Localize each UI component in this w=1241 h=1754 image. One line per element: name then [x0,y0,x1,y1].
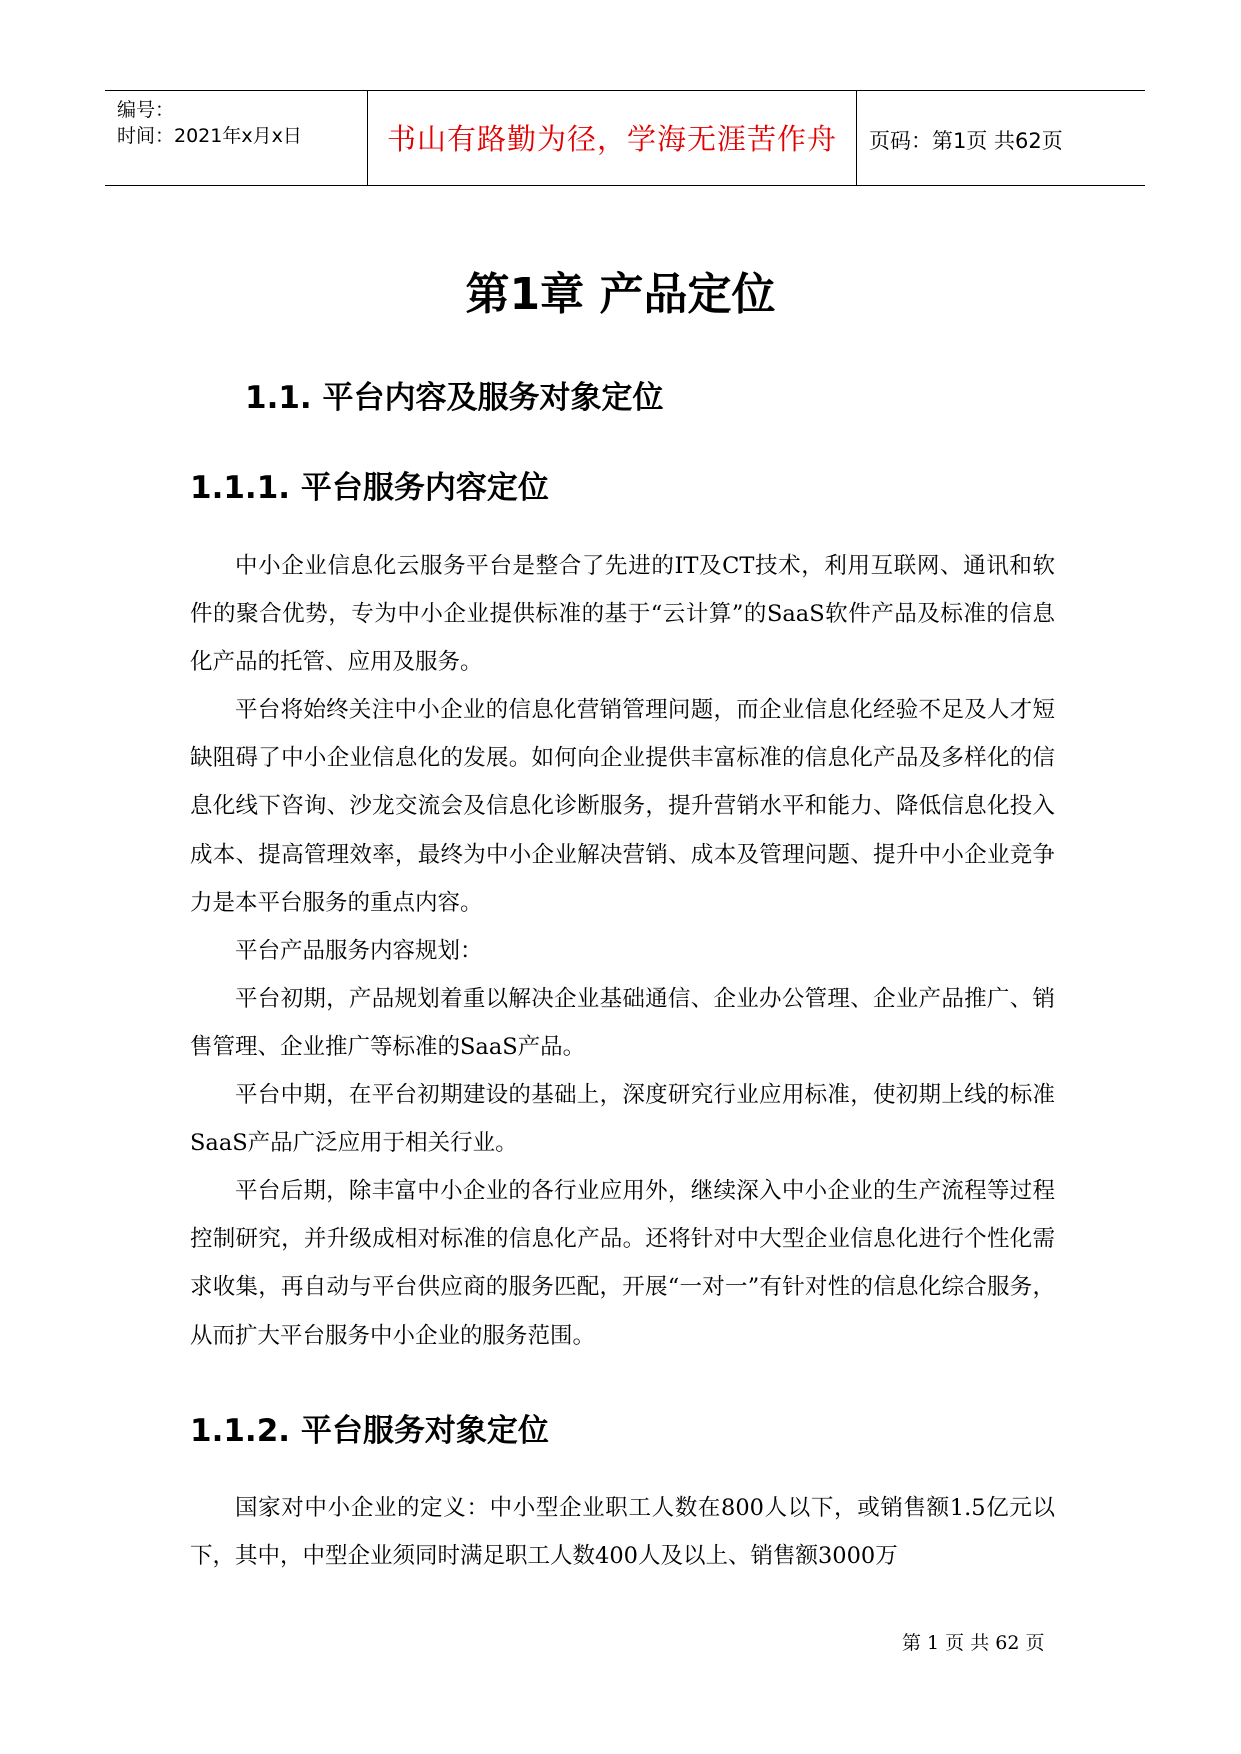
page-header [105,90,1145,186]
paragraph: 平台后期，除丰富中小企业的各行业应用外，继续深入中小企业的生产流程等过程控制研究，并升级成相对标准的信息化产品。还将针对中大型企业信息化进行个性化需求收集，再自动与平台供应商的服务匹配，开展“一对一”有针对性的信息化综合服务，从而扩大平台服务中小企业的服务范围。 [190,1178,1055,1349]
header-motto: 书山有路勤为径，学海无涯苦作舟 [386,122,837,156]
page-footer: 第 1 页 共 62 页 [902,1632,1045,1654]
paragraph: 平台初期，产品规划着重以解决企业基础通信、企业办公管理、企业产品推广、销售管理、企业推广等标准的SaaS产品。 [190,986,1055,1061]
subsection-title-audience: 1.1.2. 平台服务对象定位 [190,1413,549,1449]
header-info-cell [105,91,368,185]
header-page-cell [857,91,1145,185]
paragraph: 平台中期，在平台初期建设的基础上，深度研究行业应用标准，使初期上线的标准SaaS产品广泛应用于相关行业。 [190,1082,1055,1157]
document-date-label: 时间：2021年x月x日 [117,125,302,147]
document-number-label: 编号： [117,99,175,121]
paragraph: 平台产品服务内容规划： [235,938,483,964]
subsection-title-content: 1.1.1. 平台服务内容定位 [190,470,549,506]
paragraph: 中小企业信息化云服务平台是整合了先进的IT及CT技术，利用互联网、通讯和软件的聚合优势，专为中小企业提供标准的基于“云计算”的SaaS软件产品及标准的信息化产品的托管、应用及服务。 [190,553,1055,676]
header-motto-cell [368,91,857,185]
paragraph: 国家对中小企业的定义：中小型企业职工人数在800人以下，或销售额1.5亿元以下，其中，中型企业须同时满足职工人数400人及以上、销售额3000万 [190,1495,1055,1570]
chapter-title: 第1章 产品定位 [465,269,776,320]
paragraph: 平台将始终关注中小企业的信息化营销管理问题，而企业信息化经验不足及人才短缺阻碍了中小企业信息化的发展。如何向企业提供丰富标准的信息化产品及多样化的信息化线下咨询、沙龙交流会及信息化诊断服务，提升营销水平和能力、降低信息化投入成本、提高管理效率，最终为中小企业解决营销、成本及管理问题、提升中小企业竞争力是本平台服务的重点内容。 [190,697,1055,916]
section-title: 1.1. 平台内容及服务对象定位 [245,380,664,416]
header-page-label: 页码：第1页 共62页 [869,129,1063,153]
